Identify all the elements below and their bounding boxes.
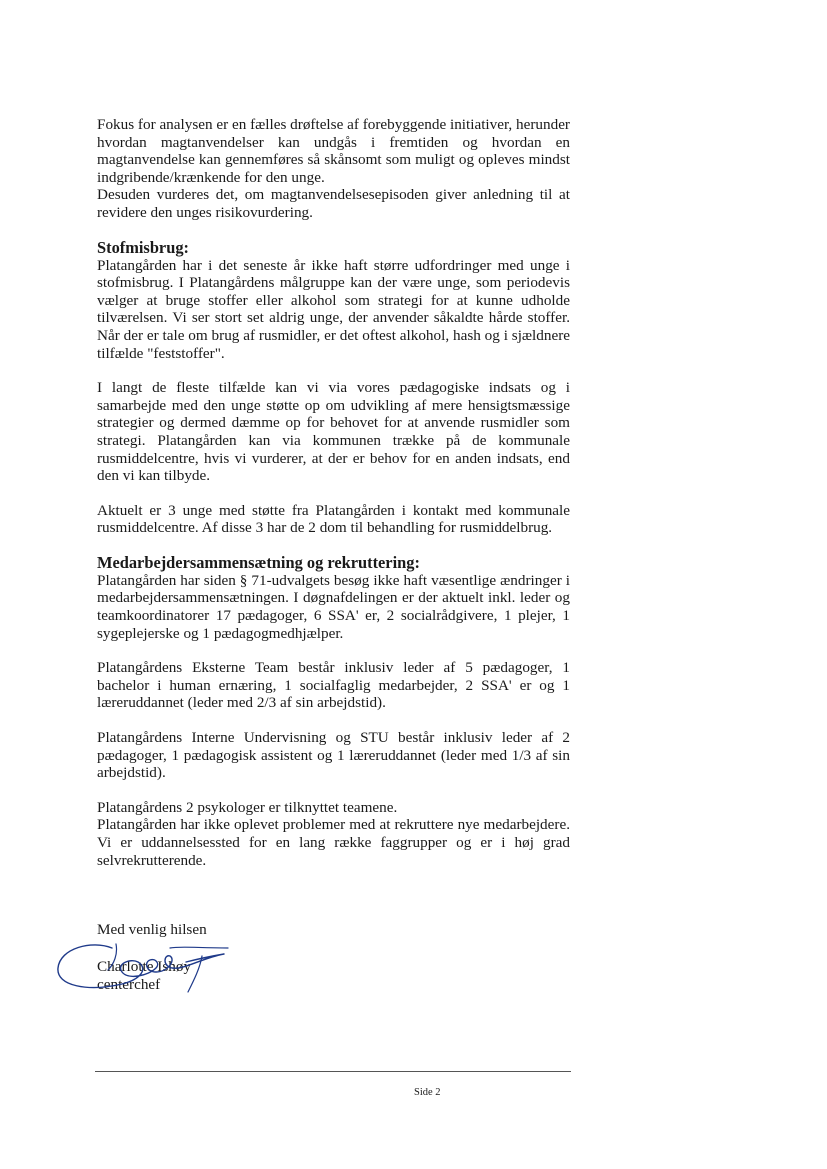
stofmisbrug-paragraph-2: I langt de fleste tilfælde kan vi via vores pædagogiske indsats og i samarbejde med den unge støtte op om udvikling af mere hensigtsmæssige strategier og dermed dæmme op for behovet for at anvende rusmidler som strategi. Platangården kan via kommunen trække på de kommunale rusmiddelcentre, hvis vi vurderer, at der er behov for en anden indsats, end den vi kan tilbyde. [97,379,570,485]
section-heading-stofmisbrug: Stofmisbrug: [97,237,189,257]
stofmisbrug-paragraph-3: Aktuelt er 3 unge med støtte fra Platangården i kontakt med kommunale rusmiddelcentre. Af disse 3 har de 2 dom til behandling for rusmiddelbrug. [97,501,570,537]
signer-title: centerchef [97,976,161,993]
signer-name: Charlotte Ishøy [97,957,192,975]
medarbejder-paragraph-4: Platangårdens 2 psykologer er tilknyttet teamene. [97,798,398,816]
medarbejder-paragraph-3: Platangårdens Interne Undervisning og STU består inklusiv leder af 2 pædagoger, 1 pædagogisk assistent og 1 læreruddannet (leder med 1/3 af sin arbejdstid). [97,729,570,782]
stofmisbrug-paragraph-1: Platangården har i det seneste år ikke haft større udfordringer med unge i stofmisbrug. I Platangårdens målgruppe kan der være unge, som periodevis vælger at bruge stoffer eller alkohol som strategi for at kunne udholde tilværelsen. Vi ser stort set aldrig unge, der anvender såkaldte hårde stoffer. Når der er tale om brug af rusmidler, er det oftest alkohol, hash og i sjældnere tilfælde "feststoffer". [97,256,570,362]
medarbejder-paragraph-2: Platangårdens Eksterne Team består inklusiv leder af 5 pædagoger, 1 bachelor i human ernæring, 1 socialfaglig medarbejder, 2 SSA' er og 1 læreruddannet (leder med 2/3 af sin arbejdstid). [97,659,570,712]
page-number: Side 2 [414,1087,441,1098]
medarbejder-paragraph-1: Platangården har siden § 71-udvalgets besøg ikke haft væsentlige ændringer i medarbejdersammensætningen. I døgnafdelingen er der aktuelt inkl. leder og teamkoordinatorer 17 pædagoger, 6 SSA' er, 2 socialrådgivere, 1 plejer, 1 sygeplejerske og 1 pædagogmedhjælper. [97,571,570,642]
intro-paragraph-1: Fokus for analysen er en fælles drøftelse af forebyggende initiativer, herunder hvordan magtanvendelser kan undgås i fremtiden og hvordan en magtanvendelse kan gennemføres så skånsomt som muligt og opleves mindst indgribende/krænkende for den unge. [97,116,570,186]
closing-greeting: Med venlig hilsen [97,921,207,938]
handwritten-signature [52,934,232,996]
section-heading-medarbejder: Medarbejdersammensætning og rekruttering: [97,552,420,572]
intro-paragraph-2: Desuden vurderes det, om magtanvendelsesepisoden giver anledning til at revidere den unges risikovurdering. [97,186,570,221]
medarbejder-paragraph-5: Platangården har ikke oplevet problemer med at rekruttere nye medarbejdere. Vi er uddannelsessted for en lang række faggrupper og er i høj grad selvrekrutterende. [97,816,570,869]
footer-divider [95,1071,571,1072]
document-body [97,116,570,869]
